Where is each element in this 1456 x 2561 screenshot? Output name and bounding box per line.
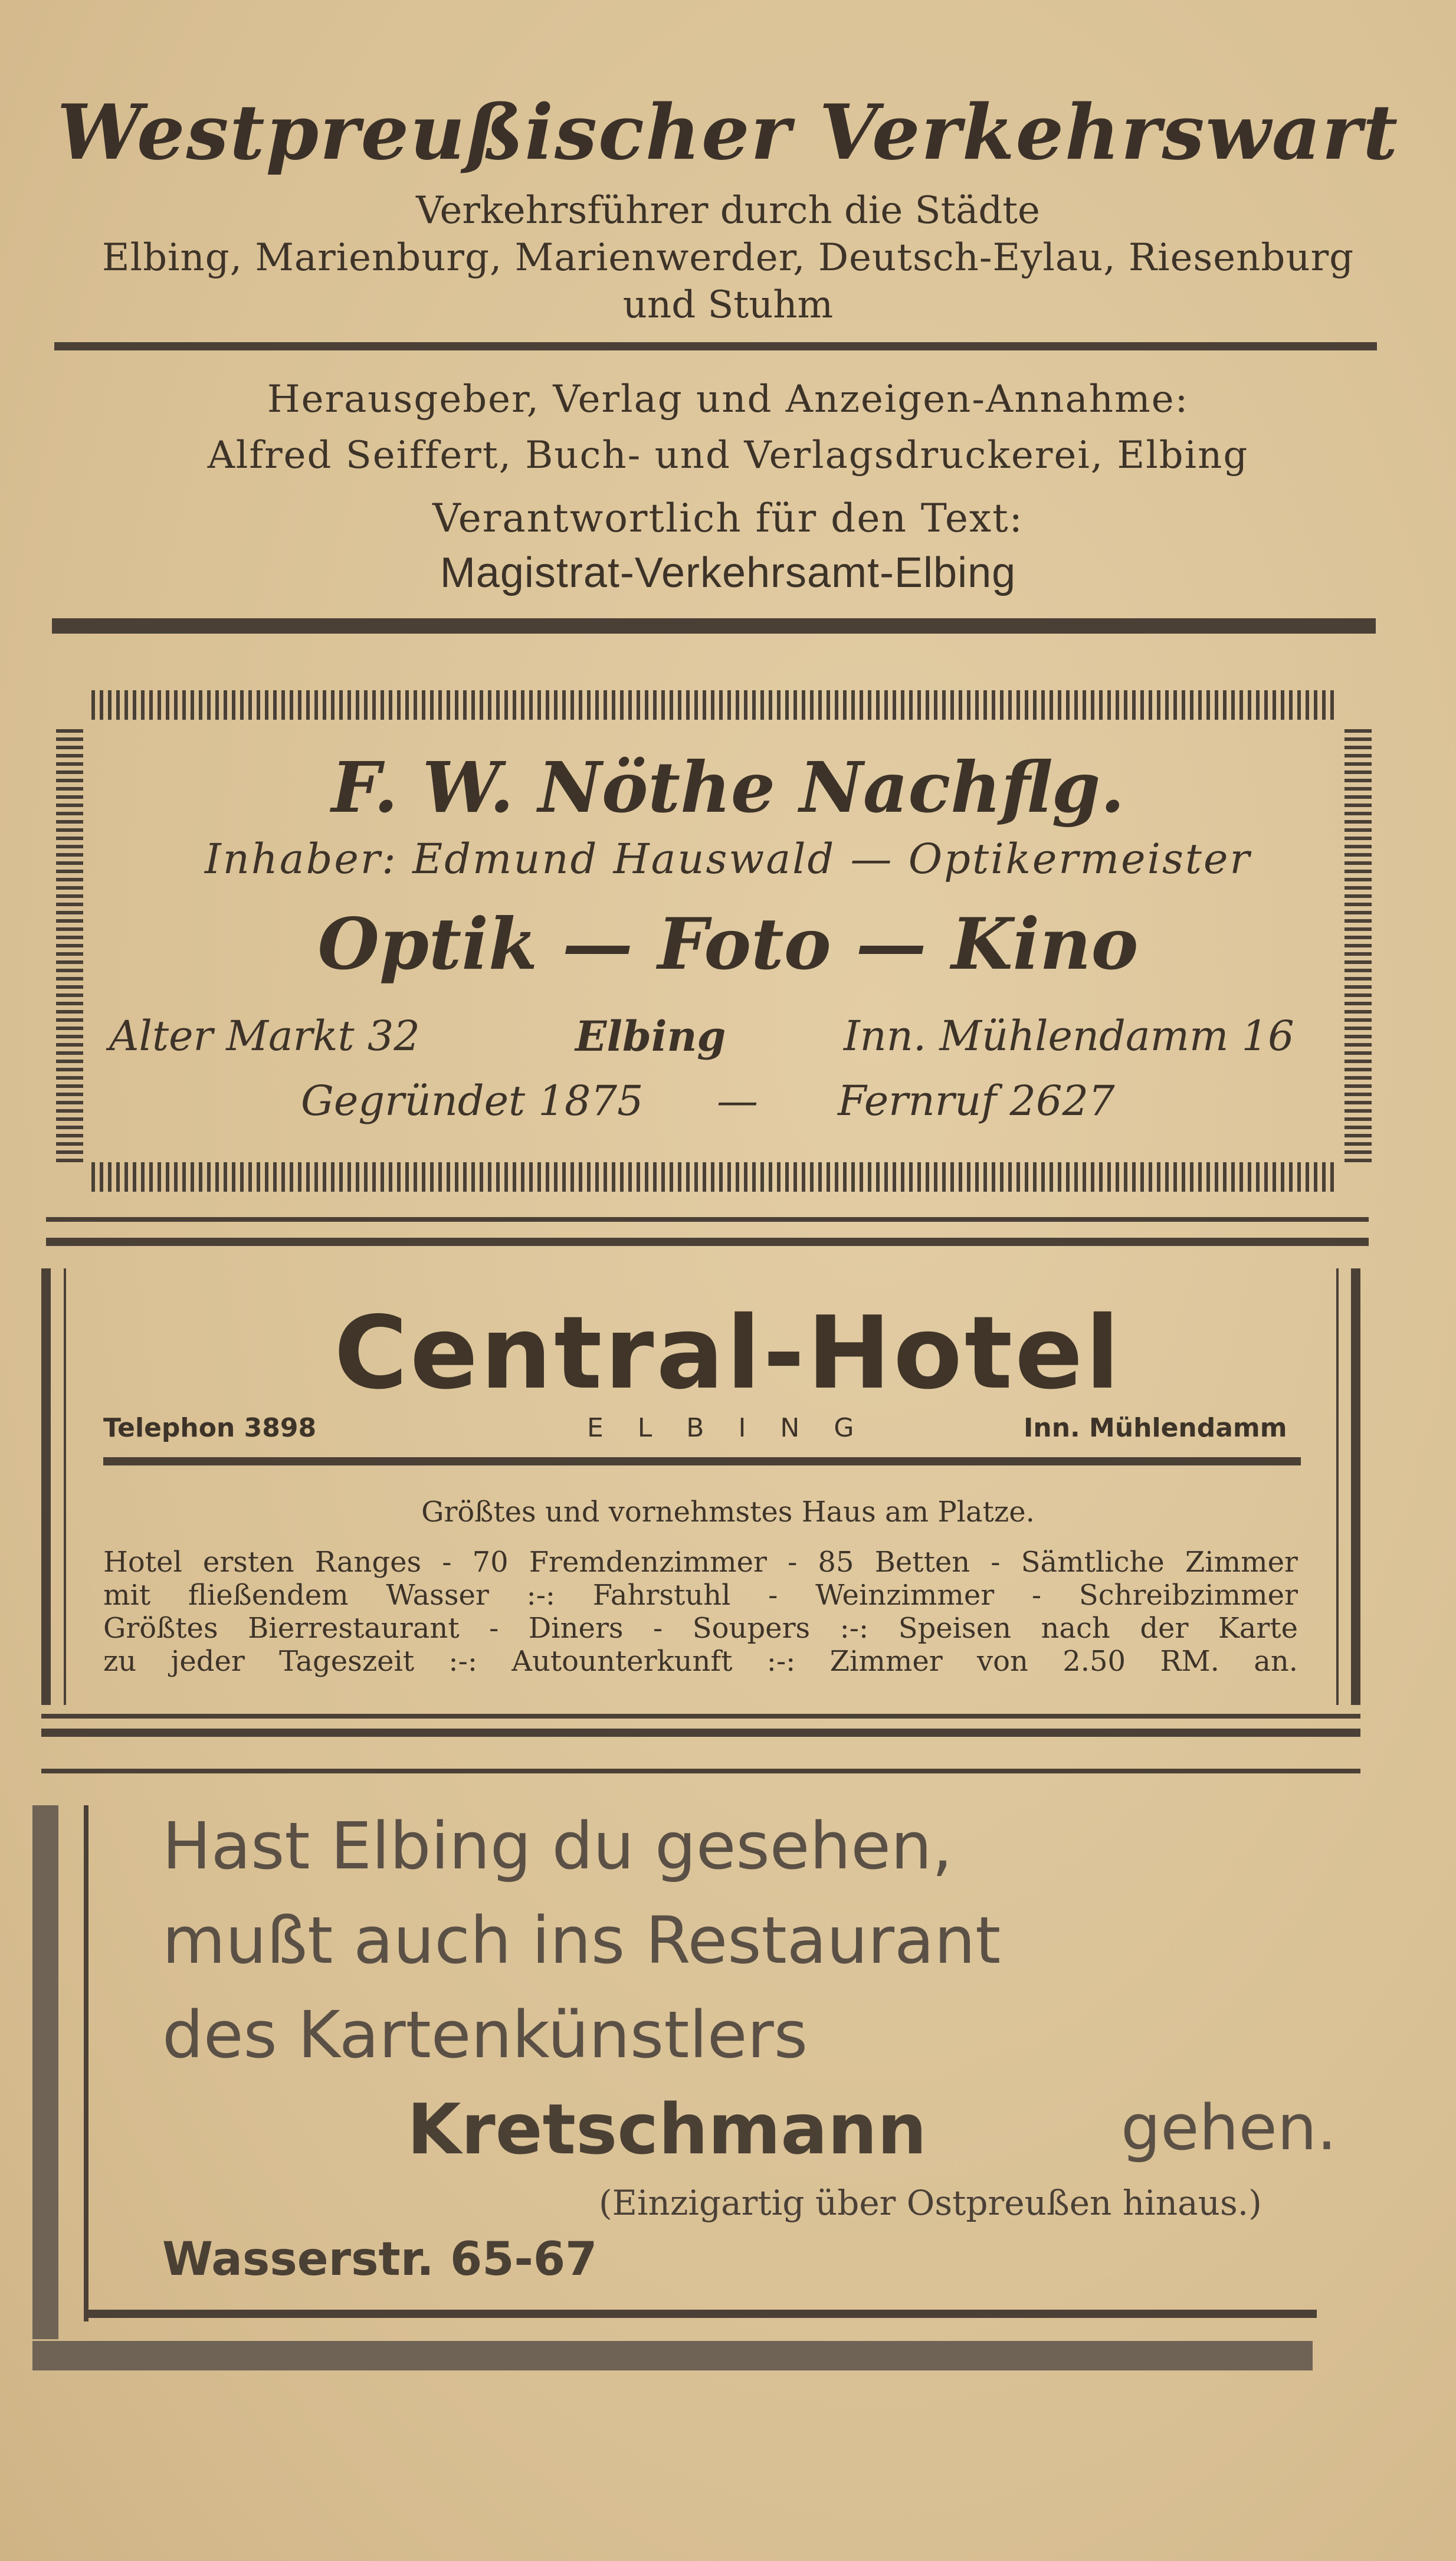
frame-top-border	[91, 690, 1336, 720]
optik-separator: —	[717, 1077, 758, 1125]
publisher-label: Herausgeber, Verlag und Anzeigen-Annahme:	[267, 378, 1189, 421]
responsible-label: Verantwortlich für den Text:	[432, 496, 1024, 541]
restaurant-note: (Einzigartig über Ostpreußen hinaus.)	[599, 2183, 1262, 2223]
hotel-phone: Telephon 3898	[103, 1413, 317, 1443]
optik-phone: Fernruf 2627	[838, 1077, 1115, 1125]
hotel-info-divider	[103, 1457, 1301, 1465]
header-divider	[54, 342, 1377, 350]
restaurant-line-verb: gehen.	[1121, 2091, 1337, 2164]
hotel-city: E L B I N G	[587, 1413, 867, 1443]
header-bottom-divider	[52, 618, 1376, 634]
subtitle-cities: Elbing, Marienburg, Marienwerder, Deutsch-Eylau, Riesenburg	[101, 236, 1355, 280]
restaurant-owner-name: Kretschmann	[407, 2088, 927, 2170]
restaurant-frame-bottom-line	[84, 2310, 1317, 2318]
optik-products: Optik — Foto — Kino	[317, 903, 1139, 986]
hotel-name: Central-Hotel	[334, 1295, 1122, 1412]
frame-bottom-border	[91, 1162, 1336, 1192]
restaurant-line-2: mußt auch ins Restaurant	[162, 1903, 1001, 1978]
responsible-office: Magistrat-Verkehrsamt-Elbing	[440, 549, 1016, 596]
restaurant-line-1: Hast Elbing du gesehen,	[162, 1808, 953, 1884]
hotel-description-line: Größtes Bierrestaurant - Diners - Soupers :-: Speisen nach der Karte	[103, 1612, 1298, 1645]
hotel-description-line: Hotel ersten Ranges - 70 Fremdenzimmer - 85 Betten - Sämtliche Zimmer	[103, 1546, 1298, 1579]
optik-founded: Gegründet 1875	[301, 1077, 644, 1125]
ad-divider-3	[41, 1729, 1360, 1737]
publisher-name: Alfred Seiffert, Buch- und Verlagsdruckerei, Elbing	[207, 434, 1249, 477]
hotel-description-line: zu jeder Tageszeit :-: Autounterkunft :-: Zimmer von 2.50 RM. an.	[103, 1645, 1298, 1678]
optik-owner: Inhaber: Edmund Hauswald — Optikermeister	[205, 835, 1251, 883]
hotel-street: Inn. Mühlendamm	[1024, 1413, 1287, 1443]
hotel-frame-bottom	[41, 1714, 1360, 1719]
ad-divider-1	[46, 1217, 1369, 1222]
page-title: Westpreußischer Verkehrswart	[57, 88, 1399, 177]
hotel-description-line: mit fließendem Wasser :-: Fahrstuhl - Weinzimmer - Schreibzimmer	[103, 1579, 1298, 1612]
optik-company-name: F. W. Nöthe Nachflg.	[331, 746, 1125, 828]
restaurant-frame-left-bar	[32, 1805, 58, 2339]
ad-divider-2	[46, 1238, 1369, 1246]
restaurant-address: Wasserstr. 65-67	[162, 2233, 598, 2286]
ad-divider-4	[41, 1769, 1360, 1773]
restaurant-frame-left-line	[84, 1805, 88, 2321]
restaurant-frame-bottom-bar	[32, 2341, 1313, 2370]
restaurant-line-3: des Kartenkünstlers	[162, 1997, 808, 2073]
optik-address-right: Inn. Mühlendamm 16	[844, 1012, 1294, 1060]
optik-city: Elbing	[575, 1012, 726, 1061]
hotel-slogan: Größtes und vornehmstes Haus am Platze.	[421, 1496, 1035, 1529]
optik-address-left: Alter Markt 32	[109, 1012, 420, 1060]
subtitle-guide: Verkehrsführer durch die Städte	[416, 189, 1040, 232]
subtitle-cities-cont: und Stuhm	[622, 283, 834, 327]
